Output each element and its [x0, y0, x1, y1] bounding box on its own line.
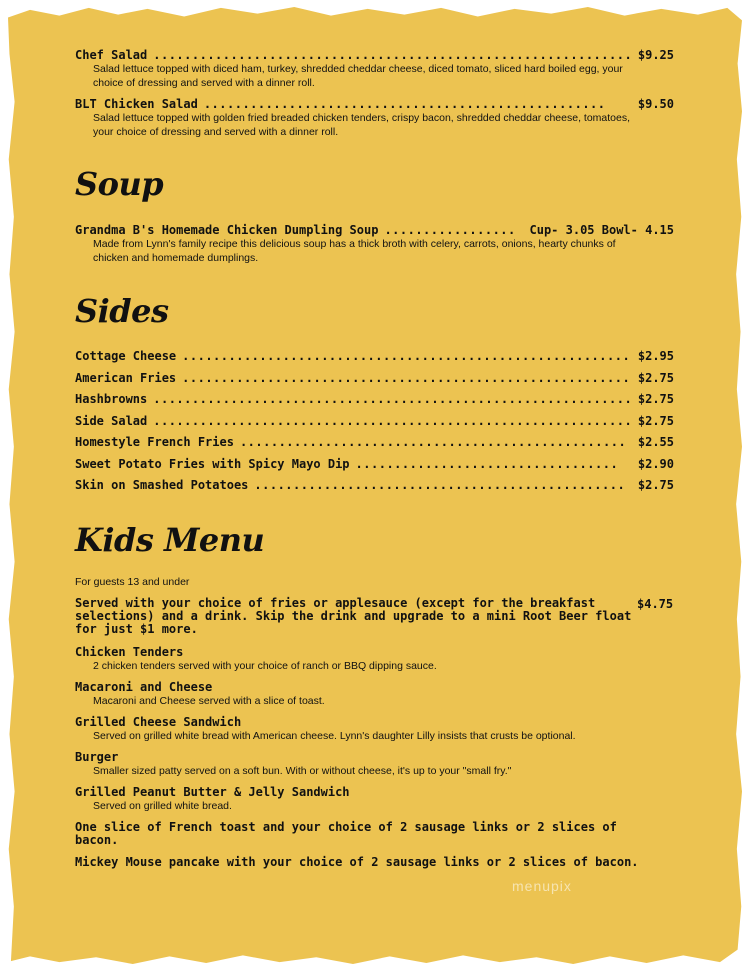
side-item	[75, 457, 674, 471]
leader-dots: ..............................................................	[153, 392, 632, 406]
leader-dots: ..........................................................	[182, 371, 631, 385]
item-price: $2.75	[637, 371, 674, 385]
watermark: menupix	[512, 878, 572, 894]
side-item	[75, 349, 674, 363]
item-name: Sweet Potato Fries with Spicy Mayo Dip	[75, 457, 350, 471]
menu-item-blt-chicken-salad	[75, 97, 674, 111]
item-description: Salad lettuce topped with golden fried breaded chicken tenders, crispy bacon, shredded cheddar cheese, tomatoes, your choice of dressing and served with a dinner roll.	[93, 112, 631, 138]
kids-breakfast-option: Mickey Mouse pancake with your choice of 2 sausage links or 2 slices of bacon.	[75, 855, 639, 869]
kids-item-name: Grilled Cheese Sandwich	[75, 715, 242, 729]
item-price: Cup- 3.05 Bowl- 4.15	[529, 223, 674, 237]
leader-dots: ..........................................................	[182, 349, 631, 363]
menu-item-chef-salad	[75, 48, 674, 62]
menu-item-chicken-dumpling-soup	[75, 223, 674, 237]
item-price: $2.55	[637, 435, 674, 449]
item-price: $2.95	[637, 349, 674, 363]
item-name: Cottage Cheese	[75, 349, 177, 363]
kids-item-description: Served on grilled white bread with American cheese. Lynn's daughter Lilly insists that crusts be optional.	[93, 730, 576, 742]
leader-dots: ..................................	[355, 457, 619, 471]
item-name: Chef Salad	[75, 48, 148, 62]
item-name: BLT Chicken Salad	[75, 97, 198, 111]
kids-intro: Served with your choice of fries or applesauce (except for the breakfast selections) and a drink. Skip the drink and upgrade to a mini Root Beer float for just $1 more.	[75, 596, 632, 636]
side-item	[75, 414, 674, 428]
kids-item-name: Macaroni and Cheese	[75, 680, 213, 694]
kids-age-note: For guests 13 and under	[75, 576, 190, 588]
leader-dots: ..............................................................	[153, 48, 632, 62]
item-name: Homestyle French Fries	[75, 435, 234, 449]
section-heading-soup: Soup	[75, 165, 164, 203]
item-description: Salad lettuce topped with diced ham, turkey, shredded cheddar cheese, diced tomato, sliced hard boiled egg, your choice of dressing and served with a dinner roll.	[93, 63, 623, 89]
section-heading-kids-menu: Kids Menu	[75, 521, 265, 559]
item-name: Grandma B's Homemade Chicken Dumpling Soup	[75, 223, 379, 237]
leader-dots: ..................................................	[239, 435, 627, 449]
kids-item-name: Grilled Peanut Butter & Jelly Sandwich	[75, 785, 350, 799]
item-price: $9.50	[637, 97, 674, 111]
kids-item-name: Chicken Tenders	[75, 645, 184, 659]
kids-item-description: Macaroni and Cheese served with a slice of toast.	[93, 695, 325, 707]
item-name: Side Salad	[75, 414, 148, 428]
item-name: Skin on Smashed Potatoes	[75, 478, 249, 492]
leader-dots: .................	[384, 223, 516, 237]
item-price: $2.90	[637, 457, 674, 471]
item-price: $9.25	[637, 48, 674, 62]
item-description: Made from Lynn's family recipe this delicious soup has a thick broth with celery, carrots, onions, hearty chunks of chicken and homemade dumplings.	[93, 238, 616, 264]
leader-dots: ................................................	[254, 478, 626, 492]
item-price: $2.75	[637, 392, 674, 406]
kids-breakfast-option: One slice of French toast and your choice of 2 sausage links or 2 slices of bacon.	[75, 820, 617, 847]
kids-item-description: 2 chicken tenders served with your choice of ranch or BBQ dipping sauce.	[93, 660, 437, 672]
item-name: Hashbrowns	[75, 392, 148, 406]
side-item	[75, 435, 674, 449]
item-name: American Fries	[75, 371, 177, 385]
leader-dots: ....................................................	[203, 97, 606, 111]
kids-item-name: Burger	[75, 750, 119, 764]
item-price: $2.75	[637, 478, 674, 492]
kids-price: $4.75	[637, 597, 674, 611]
kids-item-description: Served on grilled white bread.	[93, 800, 232, 812]
leader-dots: ..............................................................	[153, 414, 632, 428]
item-price: $2.75	[637, 414, 674, 428]
side-item	[75, 478, 674, 492]
section-heading-sides: Sides	[75, 292, 169, 330]
side-item	[75, 392, 674, 406]
kids-item-description: Smaller sized patty served on a soft bun. With or without cheese, it's up to your "small fry."	[93, 765, 512, 777]
side-item	[75, 371, 674, 385]
